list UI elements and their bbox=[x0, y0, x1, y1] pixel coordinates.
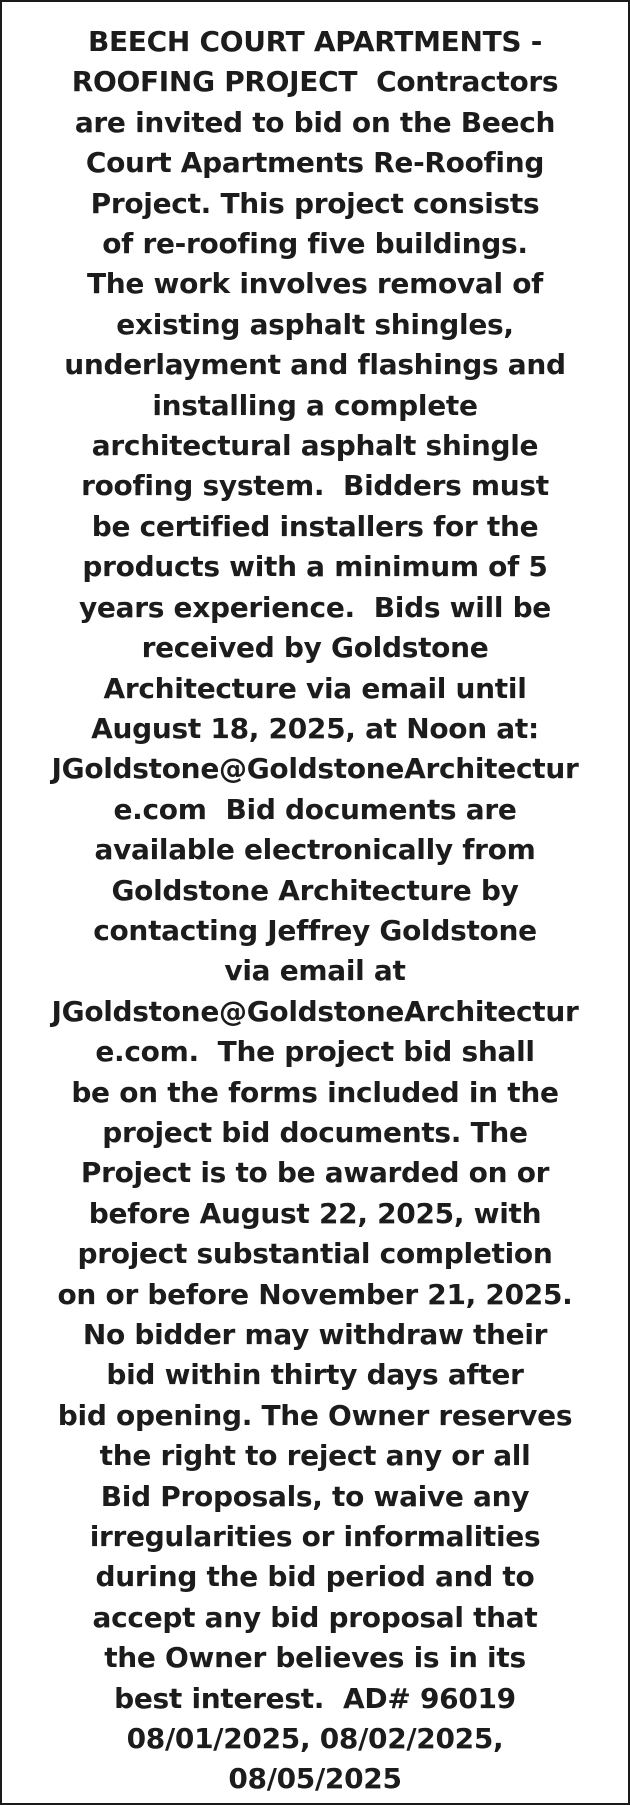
ad-line: years experience. Bids will be bbox=[78, 590, 552, 624]
ad-line: of re-roofing five buildings. bbox=[102, 227, 528, 261]
ad-line: Architecture via email until bbox=[103, 671, 527, 705]
ad-line: The work involves removal of bbox=[86, 267, 544, 301]
ad-line: bid opening. The Owner reserves bbox=[57, 1398, 573, 1432]
ad-line: BEECH COURT APARTMENTS - bbox=[87, 25, 543, 58]
ad-line: Project. This project consists bbox=[90, 186, 540, 220]
ad-line: received by Goldstone bbox=[141, 631, 489, 665]
ad-line: available electronically from bbox=[94, 833, 536, 867]
ad-line: No bidder may withdraw their bbox=[82, 1318, 548, 1351]
ad-line: the Owner believes is in its bbox=[104, 1641, 526, 1675]
ad-line: 08/05/2025 bbox=[228, 1762, 402, 1796]
ad-body-text bbox=[2, 22, 628, 1800]
ad-line: via email at bbox=[224, 954, 406, 988]
ad-line: roofing system. Bidders must bbox=[81, 469, 549, 503]
ad-line: installing a complete bbox=[152, 388, 478, 422]
ad-line: before August 22, 2025, with bbox=[88, 1196, 542, 1230]
ad-line: the right to reject any or all bbox=[99, 1439, 531, 1473]
ad-line: best interest. AD# 96019 bbox=[114, 1681, 516, 1715]
ad-line: accept any bid proposal that bbox=[92, 1600, 538, 1634]
ad-line: ROOFING PROJECT Contractors bbox=[71, 65, 559, 99]
ad-line: project substantial completion bbox=[77, 1237, 553, 1271]
ad-line: architectural asphalt shingle bbox=[91, 429, 539, 463]
ad-line: Bid Proposals, to waive any bbox=[100, 1479, 530, 1513]
ad-line: Goldstone Architecture by bbox=[111, 873, 519, 907]
ad-line: are invited to bid on the Beech bbox=[74, 105, 556, 139]
ad-line: during the bid period and to bbox=[95, 1560, 535, 1594]
ad-line: be certified installers for the bbox=[91, 509, 539, 543]
ad-line: project bid documents. The bbox=[102, 1115, 528, 1149]
ad-line: irregularities or informalities bbox=[89, 1520, 541, 1554]
ad-line: August 18, 2025, at Noon at: bbox=[91, 711, 539, 745]
ad-line: JGoldstone@GoldstoneArchitectur bbox=[51, 752, 579, 786]
ad-line: contacting Jeffrey Goldstone bbox=[93, 913, 537, 947]
ad-line: e.com Bid documents are bbox=[113, 792, 517, 826]
ad-line: on or before November 21, 2025. bbox=[57, 1277, 573, 1311]
ad-line: Court Apartments Re-Roofing bbox=[85, 146, 545, 180]
ad-line: be on the forms included in the bbox=[71, 1075, 559, 1109]
ad-line: Project is to be awarded on or bbox=[80, 1156, 550, 1190]
ad-line: products with a minimum of 5 bbox=[82, 550, 548, 584]
ad-line: e.com. The project bid shall bbox=[95, 1035, 535, 1069]
ad-line: bid within thirty days after bbox=[106, 1358, 524, 1392]
ad-line: 08/01/2025, 08/02/2025, bbox=[126, 1722, 504, 1756]
ad-line: underlayment and flashings and bbox=[64, 348, 566, 382]
ad-line: JGoldstone@GoldstoneArchitectur bbox=[51, 994, 579, 1028]
ad-line: existing asphalt shingles, bbox=[116, 307, 514, 341]
